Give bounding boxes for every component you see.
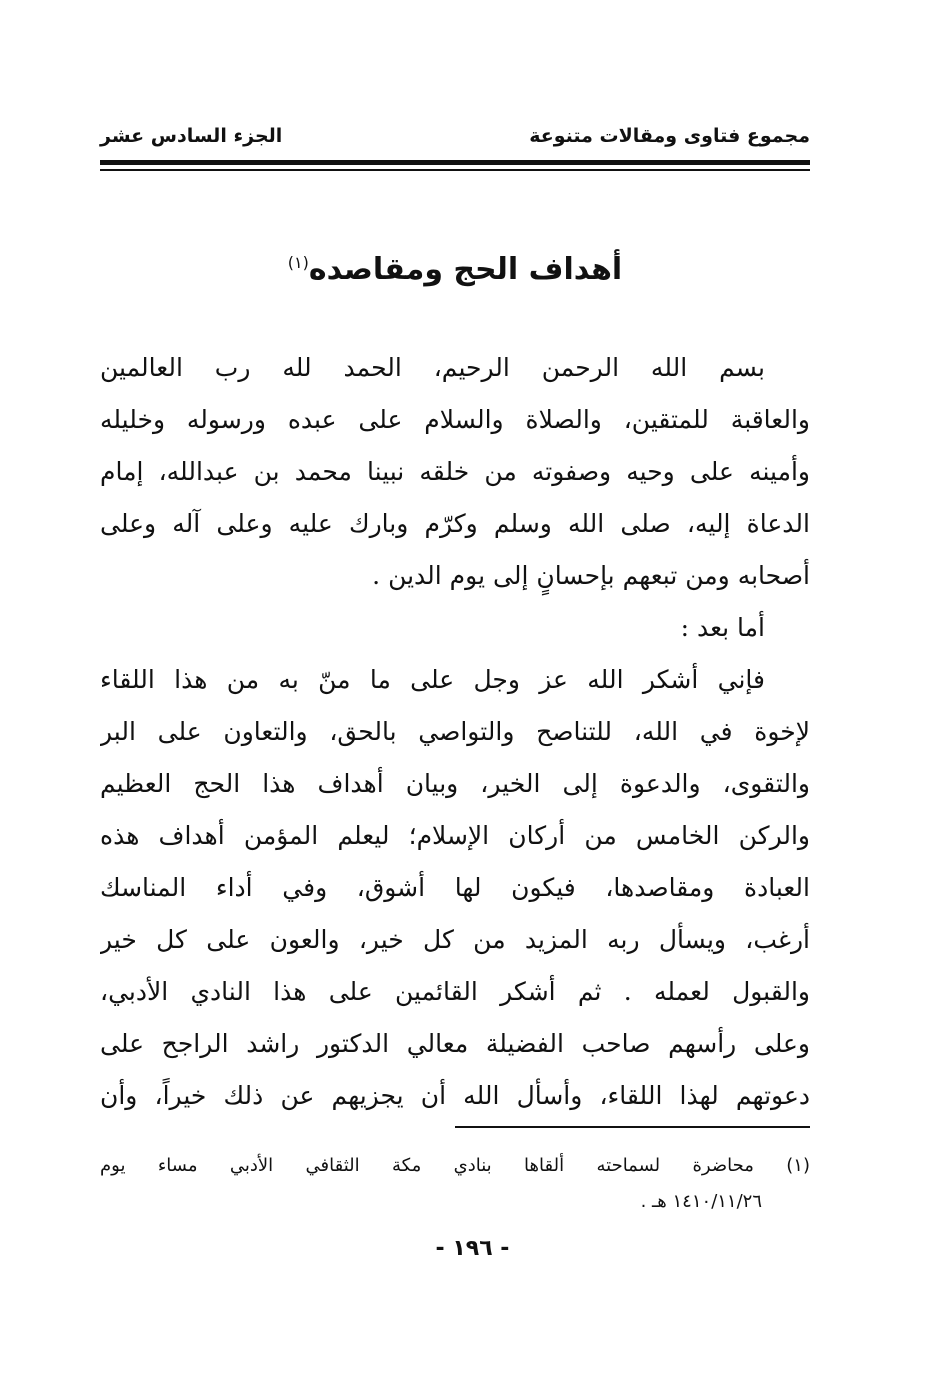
footnote-line: (١) محاضرة لسماحته ألقاها بنادي مكة الثقافي الأدبي مساء يوم <box>100 1155 810 1176</box>
footnote-separator <box>455 1126 810 1128</box>
article-title-text: أهداف الحج ومقاصده <box>308 252 623 287</box>
page-number: - ١٩٦ - <box>435 1236 510 1261</box>
header-rule-thick <box>100 160 810 165</box>
body-line: أصحابه ومن تبعهم بإحسانٍ إلى يوم الدين . <box>372 561 810 590</box>
body-line: وأمينه على وحيه وصفوته من خلقه نبينا محمد بن عبدالله، إمام <box>100 457 810 486</box>
body-line: والعاقبة للمتقين، والصلاة والسلام على عبده ورسوله وخليله <box>100 405 810 434</box>
body-line: أما بعد : <box>680 613 765 642</box>
body-line: والقبول لعمله . ثم أشكر القائمين على هذا النادي الأدبي، <box>100 977 810 1006</box>
volume-label: الجزء السادس عشر <box>100 125 283 147</box>
footnote-line: ١٤١٠/١١/٢٦ هـ . <box>640 1191 762 1212</box>
body-line: دعوتهم لهذا اللقاء، وأسأل الله أن يجزيهم عن ذلك خيراً، وأن <box>100 1081 810 1110</box>
footnotes <box>100 1148 810 1220</box>
body-line: الدعاة إليه، صلى الله وسلم وكرّم وبارك عليه وعلى آله وعلى <box>100 509 810 538</box>
body-line: فإني أشكر الله عز وجل على ما منّ به من هذا اللقاء <box>100 665 765 694</box>
body-line: العبادة ومقاصدها، فيكون لها أشوق، وفي أداء المناسك <box>100 873 810 902</box>
body-line: أرغب، ويسأل ربه المزيد من كل خير، والعون على كل خير <box>100 925 810 954</box>
title-footnote-ref: (١) <box>287 253 309 272</box>
book-title: مجموع فتاوى ومقالات متنوعة <box>529 125 810 147</box>
body-line: والتقوى، والدعوة إلى الخير، وبيان أهداف هذا الحج العظيم <box>100 769 810 798</box>
article-title <box>100 238 810 295</box>
body-line: بسم الله الرحمن الرحيم، الحمد لله رب العالمين <box>100 353 765 382</box>
body-line: والركن الخامس من أركان الإسلام؛ ليعلم المؤمن أهداف هذه <box>100 821 810 850</box>
body-line: لإخوة في الله، للتناصح والتواصي بالحق، والتعاون على البر <box>100 717 810 746</box>
article-body <box>100 342 810 1122</box>
header-rule-thin <box>100 169 810 171</box>
running-header <box>100 118 810 154</box>
body-line: وعلى رأسهم صاحب الفضيلة معالي الدكتور راشد الراجح على <box>100 1029 810 1058</box>
